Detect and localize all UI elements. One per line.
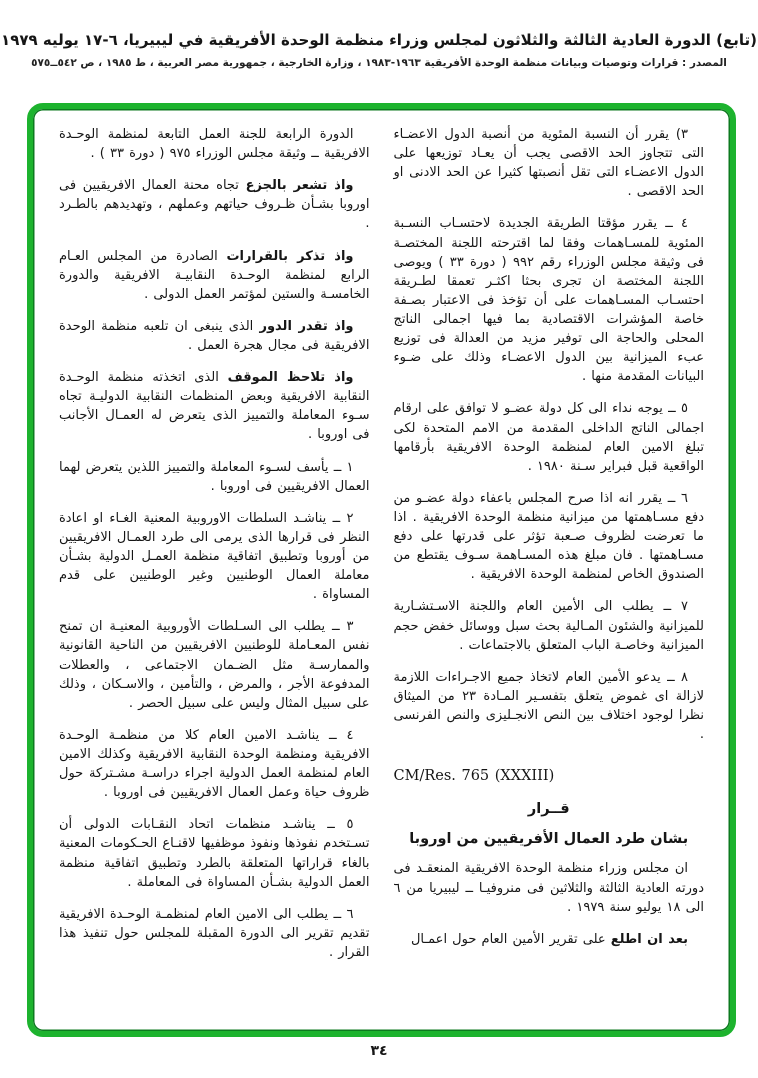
operative-item-4: ٤ ــ يناشـد الامين العام كلا من منظمـة الوحـدة الافريقية ومنظمة الوحدة النقابية الافريقية وكذلك الامين العام لمنظمة العمل الدولية اجراء دراسـة مشـتركة حول ظروف حياة وعمل العمال الافريقيين فى اوروبا . xyxy=(59,727,370,801)
operative-item-6: ٦ ــ يطلب الى الامين العام لمنظمـة الوحـدة الافريقية تقديم تقرير الى الدورة المقبلة للمجلس حول تنفيذ هذا القرار . xyxy=(59,906,370,960)
preamble-council: ان مجلس وزراء منظمة الوحدة الافريقية المنعقـد فى دورته العادية الثالثة والثلاثين فى منروفيـا ــ ليبيريا من ٦ الى ١٨ يوليو سنة ١٩٧٩ . xyxy=(393,861,704,915)
paragraph-item-8: ٨ ــ يدعو الأمين العام لاتخاذ جميع الاجـراءات اللازمة لازالة اى غموض يتعلق بتفسـير المـادة ٢٣ من الميثاق نظرا لوجود اختلاف بين النص الانجـليزى والنص الفرنسى . xyxy=(393,669,704,743)
paragraph-item-5: ٥ ــ يوجه نداء الى كل دولة عضـو لا توافق على ارقام اجمالى الناتج الداخلى المقدمة من الامم المتحدة لكى تبلغ الامين العام لمنظمة الوحدة الافريقية بأرقامها الواقعية قبل فبراير سـنة ١٩٨٠ . xyxy=(393,401,704,474)
lead-rest: الصادرة من المجلس العـام الرابع لمنظمة الوحـدة النقابيـة الافريقية والدورة الخامسـة والستين لمؤتمر العمل الدولى . xyxy=(59,248,370,302)
lead-rest: الذى اتخذته منظمة الوحـدة النقابية الافريقية وبعض المنظمات النقابية الدوليـة تجاه سـوء المعاملة والتمييز الذى يتعرض له العمـال الأجانب فى اوروبا . xyxy=(59,370,370,443)
source-citation: المصدر : قرارات وتوصيات وبيانات منظمة الوحدة الأفريقية ١٩٦٣-١٩٨٣ ، وزارة الخارجية ، جمهورية مصر العربية ، ط ١٩٨٥ ، ص ٥٤٢ــ٥٧٥ xyxy=(31,57,727,69)
paragraph-session-doc: الدورة الرابعة للجنة العمل التابعة لمنظمة الوحـدة الافريقية ــ وثيقة مجلس الوزراء ٩٧٥ ( دورة ٣٣ ) . xyxy=(59,127,370,162)
operative-item-3: ٣ ــ يطلب الى السـلطات الأوروبية المعنيـة ان تمنح نفس المعـاملة للوطنيين الافريقيين من الناحية القانونية والممارسـة مثل الضـمان الاجتماعى ، والعطلات المدفوعة الأجر ، والمرض ، والتأمين ، والاسـكان ، وذلك على سبيل المثال وليس على سبيل الحصر . xyxy=(59,619,370,711)
column-left xyxy=(59,125,370,975)
lead-rest: على تقرير الأمين العام حول اعمـال xyxy=(410,931,611,947)
two-column-content xyxy=(33,109,730,975)
paragraph-item-7: ٧ ــ يطلب الى الأمين العام واللجنة الاسـتشـارية للميزانية والشئون المـالية بحث سبل ووسائل خفض حجم الميزانية وخاصـة الباب المتعلق بالاجتماعات . xyxy=(393,599,704,653)
bold-lead: واذ تلاحظ الموقف xyxy=(227,370,354,386)
bold-lead: واذ تقدر الدور xyxy=(259,318,354,334)
session-title: (تابع) الدورة العادية الثالثة والثلاثون لمجلس وزراء منظمة الوحدة الأفريقية في ليبيريا، ٦-١٧ يوليه ١٩٧٩ xyxy=(1,31,757,49)
preamble-alarmed xyxy=(59,176,370,233)
preamble-noting xyxy=(59,368,370,444)
paragraph-item-6: ٦ ــ يقرر انه اذا صرح المجلس باعفاء دولة عضـو من دفع مسـاهمتها من ميزانية منظمة الوحدة الافريقية . اذا ما تعرضت لظروف صـعبة تؤثر على قدرتها على دفع مسـاهمتها . فان مبلغ هذه المسـاهمة سـوف يقتطع من الصندوق الخاص لمنظمة الوحدة الافريقية . xyxy=(393,490,704,583)
bold-lead: واذ تذكر بالقرارات xyxy=(226,248,354,264)
bold-lead: واذ تشعر بالجزع xyxy=(245,178,354,194)
preamble-recalling xyxy=(59,247,370,304)
green-border-frame xyxy=(27,103,736,1037)
bold-lead: بعد ان اطلع xyxy=(610,931,688,947)
operative-item-1: ١ ــ يأسف لسـوء المعاملة والتمييز اللذين يتعرض لهما العمال الافريقيين فى اوروبا . xyxy=(59,459,370,494)
preamble-having-reviewed xyxy=(394,930,705,949)
paragraph-item-3: ٣) يقرر أن النسبة المئوية من أنصبة الدول الاعضـاء التى تتجاوز الحد الاقصى يجب أن يعـاد توزيعها على الدول الاعضـاء التى تقل أنصبتها كثيرا عن الحد الادنى او الحد الاقصى . xyxy=(393,127,704,200)
paragraph-item-4: ٤ ــ يقرر مؤقتا الطريقة الجديدة لاحتسـاب النسـبة المئوية للمسـاهمات وفقا لما اقترحته اللجنة المختصـة فى وثيقة مجلس الوزراء رقم ٩٩٢ ( دورة ٣٣ ) ويوصى اللجنة المختصة ان تجرى بحثا اكثـر تعمقا لطـريقة احتسـاب المسـاهمات على أن تؤخذ فى الاعتبار بصـفة خاصة المؤشرات الاقتصادية بما فيها اجمالى الناتج المحلى والحاجة الى توفير مزيد من العدالة فى توزيع عبء الميزانية بين الدول الاعضـاء وذلك على ضـوء البيانات المقدمة منها . xyxy=(393,216,705,385)
operative-item-5: ٥ ــ يناشـد منظمات اتحاد النقـابات الدولى أن تسـتخدم نفوذها ونفوذ موظفيها لاقنـاع الحـكومات المعنية بالغاء قراراتها المتعلقة بالطرد وتطبيق اتفاقية منظمة العمل الدولية بشـأن المساواة فى المعاملة . xyxy=(59,817,370,890)
page-footer xyxy=(0,1043,758,1059)
preamble-appreciating xyxy=(59,317,370,355)
lead-rest: الذى ينبغى ان تلعبه منظمة الوحدة الافريقية فى مجال هجرة العمل . xyxy=(59,318,370,353)
page-header xyxy=(0,30,758,69)
resolution-heading: قــرار xyxy=(527,801,570,818)
column-right xyxy=(394,125,705,975)
operative-item-2: ٢ ــ يناشـد السلطات الاوروبية المعنية الغـاء او اعادة النظر فى قرارها الذى يرمى الى طرد العمـال الافريقيين من أوروبا وتطبيق اتفاقية منظمة العمـل الدولية بشـأن معاملة العمال الوطنيين وغير الوطنيين على قدم المساواة . xyxy=(59,510,370,603)
resolution-reference: CM/Res. 765 (XXXIII) xyxy=(393,768,555,785)
page-number: ٣٤ xyxy=(370,1043,388,1059)
resolution-subject: بشان طرد العمال الأفريقيين من اوروبا xyxy=(409,831,689,848)
lead-rest: تجاه محنة العمال الافريقيين فى اوروبا بشـأن ظـروف حياتهم وعملهم ، وتهديدهم بالطـرد . xyxy=(59,178,370,232)
